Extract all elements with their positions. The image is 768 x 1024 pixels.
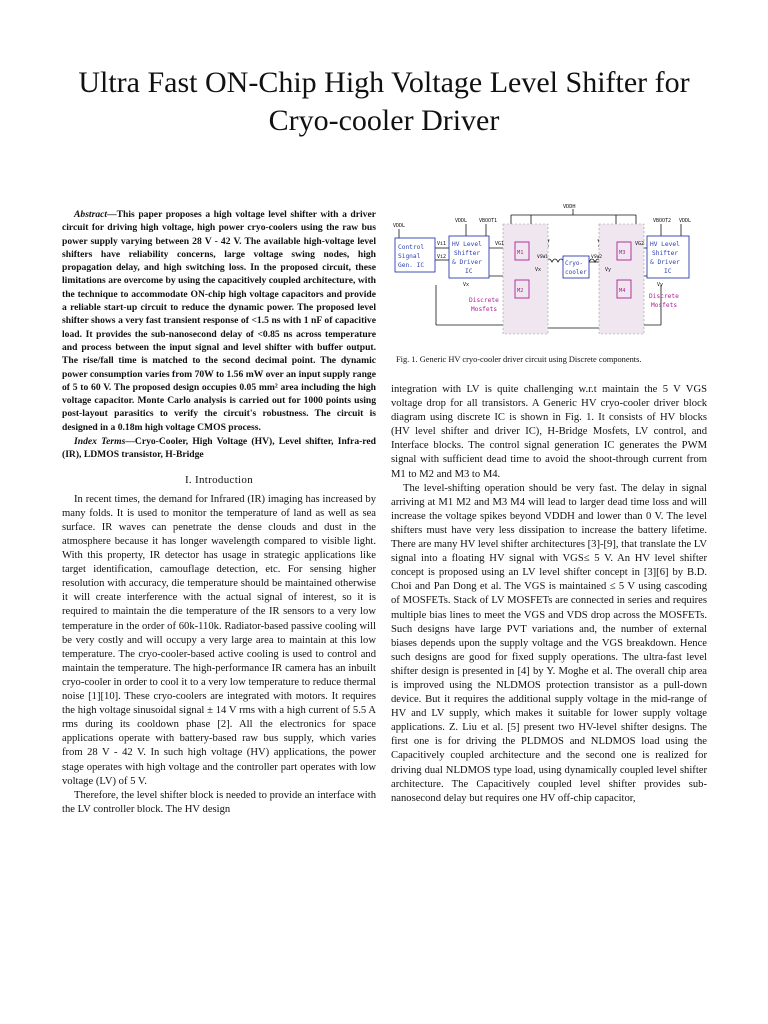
hv-left-line-2: Shifter	[454, 250, 481, 257]
hv-right-line-2: Shifter	[652, 250, 679, 257]
left-column	[62, 208, 376, 817]
discrete-left-line-1: Discrete	[469, 297, 499, 304]
index-terms	[62, 435, 376, 462]
m3-label: M3	[619, 250, 626, 256]
index-terms-body: —Cryo-Cooler, High Voltage (HV), Level shifter, Infra-red (IR), LDMOS transistor, H-Bridge	[62, 436, 376, 461]
circuit-diagram	[391, 200, 707, 340]
discrete-right-line-2: Mosfets	[651, 302, 678, 309]
vddl-top-left-label: VDDL	[455, 218, 468, 224]
intro-paragraph-1: In recent times, the demand for Infrared (IR) imaging has increased by many folds. It is used to monitor the temperature of land as well as sea surface. IR waves can penetrate the dense clouds and dust in the atmosphere because it has longer wavelength compared to visible light. With this property, IR detector has usage in strategic applications like target identification, camouflage detection, etc. For sensing higher resolution with accuracy, die temperature should be maintained otherwise it will create interference with the actual signal of interest, so it is required to maintain the die temperature of the IR sensors to a very low temperature in the order of 60k-110k. Radiator-based passive cooling will be very costly and will occupy a very large area to maintain at this low temperature. The cryo-cooler-based active cooling is used to control and maintain the temperature. The high-performance IR camera has an inbuilt cryo-cooler in order to cool it to a very low temperature to reduce thermal noise [1][10]. These cryo-coolers are integrated with motors. It requires the high voltage sinusoidal signal ± 14 V rms with a high current of 5.5 A rms during its cooldown phase [2]. All the electronics for space applications operate with battery-based raw bus supply, which varies from 28 V - 42 V. In such high voltage (HV) applications, the power stage operates with high voltage and the controller part operates with low voltage (LV) of 5 V.	[62, 493, 376, 787]
vy-mid-label: Vy	[605, 267, 612, 273]
cryo-line-1: Cryo-	[565, 260, 584, 267]
vx-mid-label: Vx	[535, 267, 542, 273]
discrete-left-line-2: Mosfets	[471, 306, 498, 313]
title-line-2: Cryo-cooler Driver	[268, 104, 500, 137]
vddl-top-right-label: VDDL	[679, 218, 692, 224]
hv-right-line-3: & Driver	[650, 259, 680, 266]
abstract	[62, 208, 376, 434]
control-line-2: Signal	[398, 253, 421, 260]
figure-1	[391, 200, 707, 340]
vddl-left-label: VDDL	[393, 223, 406, 229]
m2-label: M2	[517, 288, 524, 294]
figure-caption: Fig. 1. Generic HV cryo-cooler driver circuit using Discrete components.	[396, 355, 642, 365]
intro-paragraph-2: Therefore, the level shifter block is needed to provide an interface with the LV controller block. The HV design	[62, 789, 376, 815]
control-line-1: Control	[398, 244, 425, 251]
vboot1-label: VBOOT1	[479, 218, 498, 224]
right-paragraph-1: integration with LV is quite challenging w.r.t maintain the 5 V VGS voltage drop for all transistors. A Generic HV cryo-cooler driver block diagram using discrete IC is shown in Fig. 1. It consists of HV blocks (HV level shifter and driver IC), H-Bridge Mosfets, LV control, and Interface blocks. The control signal generation IC generates the PWM signal with sufficient dead time to avoid the shoot-through current from M1 to M2 and M3 to M4.	[391, 384, 707, 480]
abstract-body: —This paper proposes a high voltage level shifter with a driver circuit for driving high voltage, high power cryo-coolers using the raw bus power supply varying between 28 V - 42 V. The available high-voltage level shifters have reliability concerns, large voltage swing nodes, high propagation delay, and high switching loss. In the proposed circuit, these limitations are overcome by using the capacitively coupled architecture, with the technique to accommodate ON-chip high voltage capacitors and provide a reliable start-up circuit to reduce the dynamic power. The proposed level shifter shows a very fast transient response of <1.5 ns with 1 nF of capacitive load. It provides the sub-nanosecond delay of <0.85 ns across temperature and process between the input signal and level shifter with buffer output. The rise/fall time is matched to the second decimal point. The dynamic power consumption varies from 70W to 1.56 mW over an input supply range of 5 to 60 V. The proposed design occupies 0.05 mm² area including the high voltage capacitor. Monte Carlo analysis is carried out for 1000 points using post-layout parasitics to verify the circuit's robustness. The circuit is designed in a 0.18m high voltage CMOS process.	[62, 209, 376, 433]
title-line-1: Ultra Fast ON-Chip High Voltage Level Shifter for	[78, 66, 690, 99]
abstract-label: Abstract	[74, 209, 108, 220]
section-heading: I. Introduction	[184, 473, 254, 486]
vsw1-label: VSW1	[537, 255, 549, 260]
vg2-label: VG2	[635, 241, 645, 247]
cryo-line-2: cooler	[565, 269, 587, 276]
vx-left-label: Vx	[463, 282, 470, 288]
vy-right-label: Vy	[657, 282, 664, 288]
vboot2-label: VBOOT2	[653, 218, 672, 224]
hv-left-line-4: IC	[465, 268, 473, 275]
control-line-3: Gen. IC	[398, 262, 425, 269]
hv-left-line-3: & Driver	[452, 259, 482, 266]
m4-label: M4	[619, 288, 626, 294]
vi2-label: Vi2	[437, 254, 447, 260]
m1-label: M1	[517, 250, 524, 256]
hv-left-line-1: HV Level	[452, 241, 482, 248]
vi1-label: Vi1	[437, 241, 447, 247]
vsw2-label: VSW2	[591, 255, 603, 260]
vddh-label: VDDH	[563, 204, 576, 210]
right-paragraph-2: The level-shifting operation should be very fast. The delay in signal arriving at M1 M2 and M3 M4 will lead to larger dead time loss and will increase the voltage spikes beyond VDDH and lower than 0 V. The level shifters must have very less dissipation to increase the battery lifetime. There are many HV level shifter architectures [3]-[9], that translate the LV signal into a floating HV signal with VGS≤ 5 V. An HV level shifter concept is proposed using an LV level shifter concept in [3][6] by B.D. Choi and Pan Dong et al. The VGS is maintained ≤ 5 V using cascoding of MOSFETs. Stack of LV MOSFETs are connected in series and requires multiple bias lines to meet the VGS and VDS drop across the MOSFETs. Such designs have large PVT variations and, the number of external biases depends upon the supply voltage and the VGS breakdown. Hence such designs are good for fixed supply operations. The ultra-fast level shifter design is presented in [4] by Y. Moghe et al. The overall chip area is improved using the NLDMOS protection transistor as a pull-down device. But it requires the additional supply voltage in the mid-range of HV and LV supply, which makes it suitable for lower supply voltage applications. Z. Liu et al. [5] present two HV-level shifter designs. The first one is for driving the PLDMOS and NLDMOS load using the Capacitively coupled architecture and the second one is realized for driving dual NLDMOS type load, using dynamically coupled level shifter architecture. The Capacitively coupled level shifter provides sub-nanosecond delay but requires one HV off-chip capacitor,	[391, 482, 707, 804]
hv-right-line-4: IC	[664, 268, 672, 275]
hv-right-line-1: HV Level	[650, 241, 680, 248]
right-column	[391, 383, 707, 806]
index-terms-label: Index Terms	[74, 436, 126, 448]
paper-title	[0, 64, 768, 140]
discrete-right-line-1: Discrete	[649, 293, 679, 300]
vg1-label: VG1	[495, 241, 505, 247]
